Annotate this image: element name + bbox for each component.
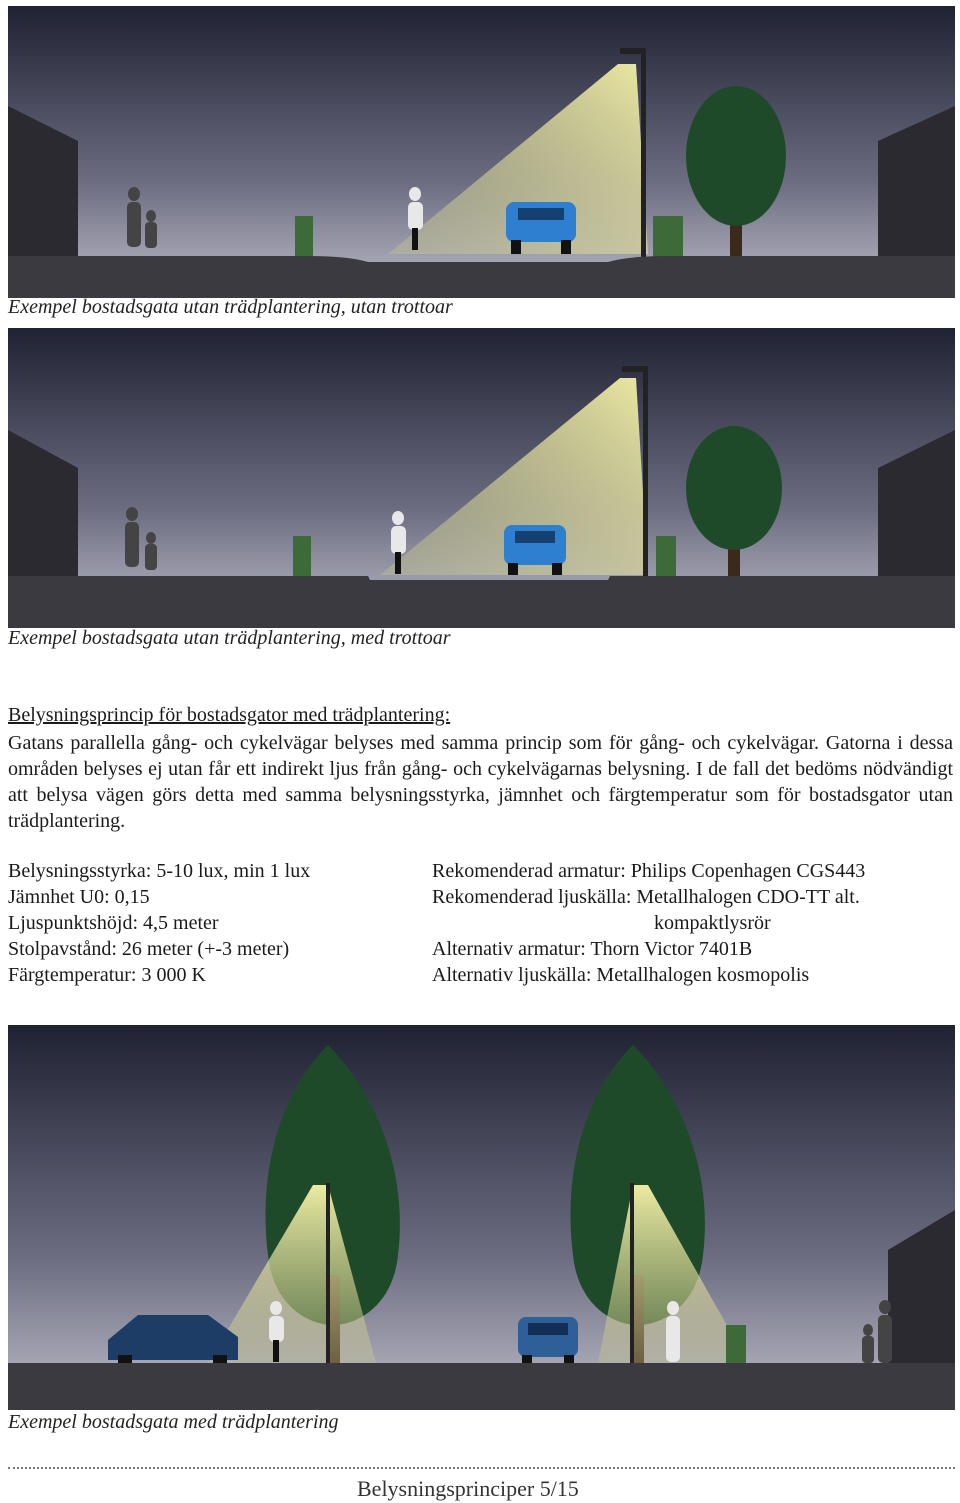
page-footer: Belysningsprinciper 5/15 <box>357 1476 579 1501</box>
spec-pole-spacing: Stolpavstånd: 26 meter (+-3 meter) <box>8 938 290 960</box>
specs-left <box>8 858 310 988</box>
hedge-left <box>295 216 313 258</box>
spec-recommended-lamp-alt: kompaktlysrör <box>654 912 771 934</box>
lamp-post <box>641 51 646 261</box>
specs-right <box>432 858 865 988</box>
road <box>8 1363 955 1410</box>
lamp-arm <box>620 48 646 54</box>
spec-recommended-lamp: Rekomenderad ljuskälla: Metallhalogen CDO-TT alt. <box>432 886 860 908</box>
road-with-sidewalk <box>8 576 955 628</box>
hedge-left <box>293 536 311 576</box>
footer-divider <box>8 1467 955 1469</box>
spec-uniformity: Jämnhet U0: 0,15 <box>8 886 150 908</box>
sky <box>8 6 955 298</box>
hedge-right <box>726 1325 746 1363</box>
lamp-arm <box>622 366 648 372</box>
spec-recommended-luminaire: Rekomenderad armatur: Philips Copenhagen CGS443 <box>432 860 866 882</box>
tree-crown <box>686 86 786 226</box>
lamp-post <box>643 368 648 580</box>
principle-body: Gatans parallella gång- och cykelvägar belyses med samma princip som för gång- och cykelvägar. Gatorna i dessa områden belyses ej utan får ett indirekt ljus från gång- och cykelvägarnas belysning. I de fall det bedöms nödvändigt att belysa vägen görs detta med samma belysningsstyrka, jämnhet och färgtemperatur som för bostadsgator utan trädplantering. <box>8 732 953 832</box>
principle-heading: Belysningsprincip för bostadsgator med trädplantering: <box>8 704 451 726</box>
hedge-right <box>656 536 676 576</box>
figure-caption-1: Exempel bostadsgata utan trädplantering, utan trottoar <box>8 296 453 318</box>
illustration-street-no-trees-with-sidewalk <box>8 328 955 628</box>
figure-caption-2: Exempel bostadsgata utan trädplantering, med trottoar <box>8 627 451 649</box>
lamp-post-right <box>630 1183 634 1365</box>
hedge-right <box>653 216 683 258</box>
lamp-post-left <box>326 1183 330 1365</box>
spec-mounting-height: Ljuspunktshöjd: 4,5 meter <box>8 912 219 934</box>
illustration-street-no-trees-no-sidewalk <box>8 6 955 298</box>
road <box>8 256 955 298</box>
pedestrian-white <box>666 1301 680 1362</box>
spec-alternative-luminaire: Alternativ armatur: Thorn Victor 7401B <box>432 938 753 960</box>
illustration-street-with-trees <box>8 1025 955 1410</box>
tree-crown <box>686 426 782 550</box>
spec-alternative-lamp: Alternativ ljuskälla: Metallhalogen kosmopolis <box>432 964 810 986</box>
figure-caption-3: Exempel bostadsgata med trädplantering <box>8 1411 339 1433</box>
spec-color-temperature: Färgtemperatur: 3 000 K <box>8 964 206 986</box>
spec-illuminance: Belysningsstyrka: 5-10 lux, min 1 lux <box>8 860 311 882</box>
